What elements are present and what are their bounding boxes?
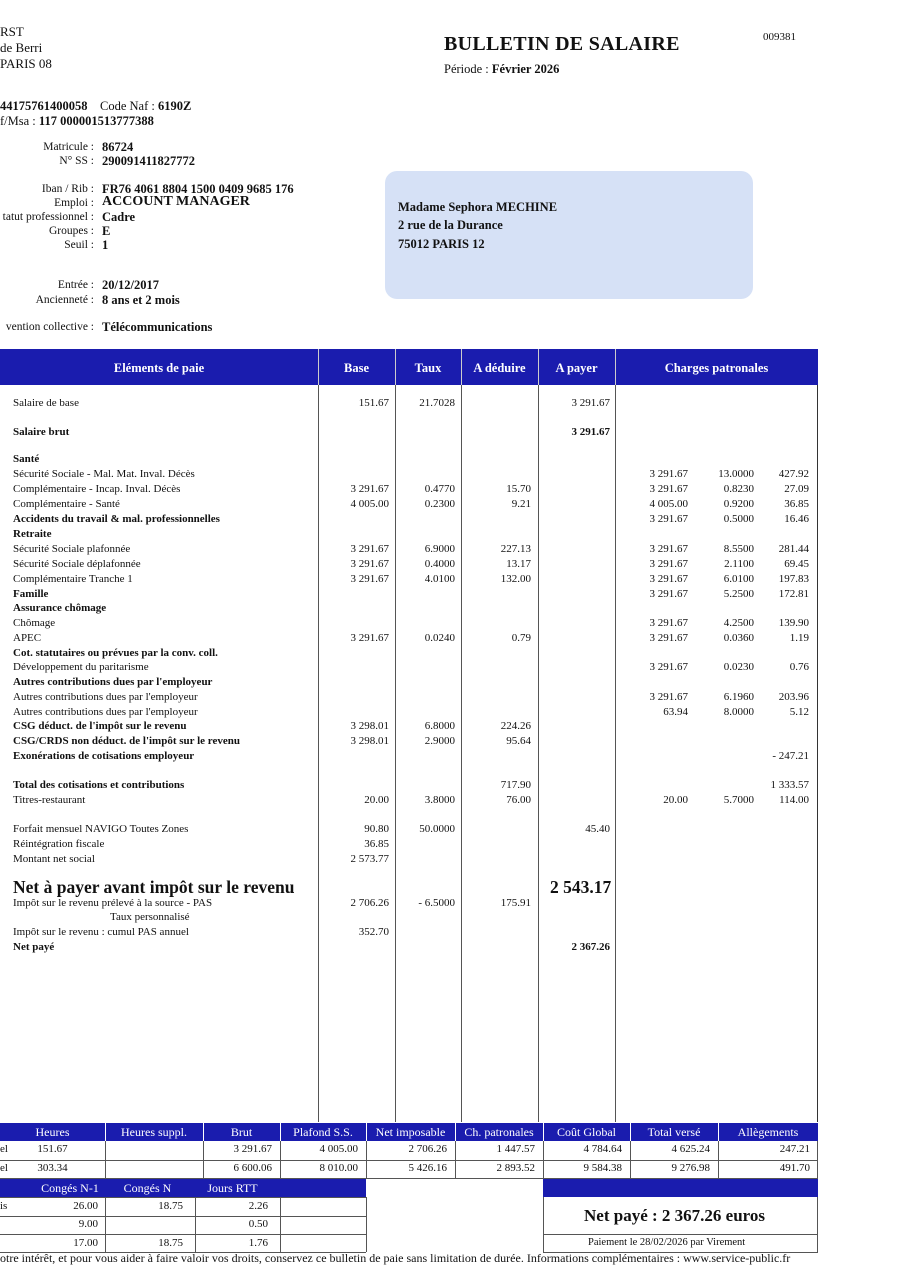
conges-header-filler	[543, 1179, 818, 1197]
period-value: Février 2026	[491, 62, 560, 76]
matricule-value: 86724	[102, 140, 134, 154]
header-divider	[395, 349, 396, 385]
cell-ded: 227.13	[500, 543, 531, 555]
cell-pm: 27.09	[784, 483, 809, 495]
cell-base: 3 291.67	[350, 543, 389, 555]
cell-base: 151.67	[358, 397, 389, 409]
pay-row	[0, 720, 818, 734]
cell-pr: 13.0000	[718, 468, 754, 480]
recipient-name: Madame Sephora MECHINE	[398, 200, 558, 214]
pay-row	[0, 558, 818, 572]
cell-name: Assurance chômage	[13, 602, 107, 614]
cell-pb: 4 005.00	[649, 498, 688, 510]
cell-pm: 16.46	[784, 513, 809, 525]
cell-pay: 3 291.67	[571, 426, 610, 438]
summary-col-line	[366, 1141, 367, 1178]
cell-name: Famille	[13, 588, 49, 600]
cell-pr: 0.0230	[723, 661, 754, 673]
pay-row	[0, 911, 818, 925]
summary-cell: 5 426.16	[408, 1162, 447, 1174]
cell-taux: 3.8000	[424, 794, 455, 806]
conges-cell: 18.75	[158, 1200, 183, 1212]
conges-cell: 2.26	[248, 1200, 268, 1212]
cell-pb: 3 291.67	[649, 558, 688, 570]
footer-note: otre intérêt, et pour vous aider à faire valoir vos droits, conservez ce bulletin de paie sans limitation de durée. Informations complémentaires : www.service-public.fr	[0, 1251, 791, 1265]
cell-pb: 3 291.67	[649, 588, 688, 600]
summary-header-divider	[280, 1123, 281, 1141]
ss-row	[0, 154, 196, 169]
cell-pr: 0.5000	[723, 513, 754, 525]
summary-row-line	[0, 1160, 818, 1161]
ss-value: 290091411827772	[102, 154, 196, 168]
cell-name: Titres-restaurant	[13, 794, 86, 806]
cell-pb: 3 291.67	[649, 513, 688, 525]
entree-row	[0, 278, 159, 293]
iban-row	[0, 182, 294, 197]
cell-pb: 63.94	[663, 706, 688, 718]
cell-pm: 139.90	[778, 617, 809, 629]
summary-col-header: Net imposable	[375, 1125, 446, 1139]
cell-pm: 114.00	[779, 794, 809, 806]
document-title: BULLETIN DE SALAIRE	[444, 33, 680, 55]
pay-row	[0, 897, 818, 911]
summary-cell: 2 706.26	[408, 1143, 447, 1155]
cell-ded: 15.70	[506, 483, 531, 495]
cell-ded: 132.00	[500, 573, 531, 585]
cell-taux: 0.4770	[424, 483, 455, 495]
cell-pb: 3 291.67	[649, 483, 688, 495]
pay-row	[0, 691, 818, 705]
cell-base: 2 573.77	[350, 853, 389, 865]
pay-row	[0, 647, 818, 661]
summary-cell: 303.34	[37, 1162, 68, 1174]
summary-row-label: el	[0, 1143, 8, 1155]
cell-name: Complémentaire - Incap. Inval. Décès	[13, 483, 181, 495]
net-avant-impot-value: 2 543.17	[550, 877, 612, 897]
cell-pm: 427.92	[778, 468, 809, 480]
cell-name: Accidents du travail & mal. professionnelles	[13, 513, 220, 525]
cell-taux: - 6.5000	[418, 897, 455, 909]
cell-pr: 8.5500	[723, 543, 754, 555]
cell-taux: 0.4000	[424, 558, 455, 570]
conges-col-header: Congés N	[123, 1181, 172, 1195]
anciennete-value: 8 ans et 2 mois	[102, 293, 180, 307]
cell-name: Complémentaire Tranche 1	[13, 573, 133, 585]
cell-base: 3 291.67	[350, 483, 389, 495]
summary-cell: 2 893.52	[496, 1162, 535, 1174]
cell-taux: 4.0100	[424, 573, 455, 585]
summary-cell: 9 584.38	[583, 1162, 622, 1174]
summary-header-divider	[630, 1123, 631, 1141]
groupes-label: Groupes :	[48, 225, 94, 237]
employer-block	[0, 24, 52, 72]
pay-row	[0, 706, 818, 720]
cell-name: Salaire brut	[13, 426, 70, 438]
summary-cell: 3 291.67	[233, 1143, 272, 1155]
netpaye-box-line	[543, 1234, 818, 1235]
emploi-value: ACCOUNT MANAGER	[102, 194, 250, 209]
cell-pr: 2.1100	[724, 558, 754, 570]
conges-cell: 26.00	[73, 1200, 98, 1212]
cell-name: Autres contributions dues par l'employeur	[13, 691, 198, 703]
cell-pm: 172.81	[778, 588, 809, 600]
pay-row	[0, 543, 818, 557]
cell-name: Chômage	[13, 617, 56, 629]
summary-cell: 6 600.06	[233, 1162, 272, 1174]
pay-row	[0, 676, 818, 690]
seuil-row	[0, 238, 109, 253]
cell-taux: 0.2300	[424, 498, 455, 510]
iban-value: FR76 4061 8804 1500 0409 9685 176	[102, 182, 294, 196]
naf-label: Code Naf :	[100, 99, 155, 113]
summary-col-line	[105, 1141, 106, 1178]
summary-cell: 1 447.57	[496, 1143, 535, 1155]
summary-header-divider	[203, 1123, 204, 1141]
cell-name: Net payé	[13, 941, 55, 953]
net-paye-total: Net payé : 2 367.26 euros	[584, 1206, 765, 1225]
conges-col-header: Congés N-1	[41, 1181, 99, 1195]
cell-taux: 2.9000	[424, 735, 455, 747]
cell-pb: 3 291.67	[649, 617, 688, 629]
cell-base: 3 298.01	[350, 720, 389, 732]
conges-cell: 17.00	[73, 1237, 98, 1249]
cell-pb: 3 291.67	[649, 661, 688, 673]
cell-name: Développement du paritarisme	[13, 661, 149, 673]
document-number: 009381	[763, 31, 796, 43]
pay-row	[0, 426, 818, 440]
header-divider	[461, 349, 462, 385]
cell-name: Montant net social	[13, 853, 95, 865]
recipient-address	[385, 171, 753, 299]
summary-cell: 247.21	[779, 1143, 810, 1155]
statut-label: tatut professionnel :	[2, 211, 94, 223]
pay-table-header	[0, 349, 818, 385]
employer-name: RST	[0, 24, 24, 39]
cell-base: 352.70	[358, 926, 389, 938]
employer-street: de Berri	[0, 40, 43, 55]
summary-cell: 491.70	[779, 1162, 810, 1174]
summary-cell: 8 010.00	[319, 1162, 358, 1174]
ss-label: N° SS :	[59, 155, 94, 167]
cell-name: Autres contributions dues par l'employeur	[13, 706, 198, 718]
cell-name: Impôt sur le revenu prélevé à la source - PAS	[13, 897, 213, 909]
net-avant-impot-label: Net à payer avant impôt sur le revenu	[13, 877, 295, 897]
summary-header-divider	[105, 1123, 106, 1141]
cell-name: Total des cotisations et contributions	[13, 779, 185, 791]
anciennete-row	[0, 293, 180, 308]
cell-ded: 95.64	[506, 735, 531, 747]
summary-header-divider	[366, 1123, 367, 1141]
pay-row	[0, 941, 818, 955]
emploi-label: Emploi :	[54, 197, 94, 209]
seuil-value: 1	[102, 238, 109, 252]
cell-name: Sécurité Sociale déplafonnée	[13, 558, 141, 570]
cell-name: Exonérations de cotisations employeur	[13, 750, 195, 762]
cell-name: CSG/CRDS non déduct. de l'impôt sur le revenu	[13, 735, 240, 747]
pay-row	[0, 528, 818, 542]
pay-row	[0, 794, 818, 808]
cell-pm: - 247.21	[772, 750, 809, 762]
summary-col-line	[280, 1141, 281, 1178]
entree-label: Entrée :	[57, 279, 94, 291]
pay-row	[0, 588, 818, 602]
groupes-value: E	[102, 224, 111, 238]
conges-row-line	[0, 1197, 366, 1198]
summary-header-divider	[455, 1123, 456, 1141]
conges-col-header: Jours RTT	[207, 1181, 258, 1195]
cell-taux: 50.0000	[419, 823, 455, 835]
pay-row	[0, 468, 818, 482]
groupes-row	[0, 224, 111, 239]
cell-ded: 717.90	[500, 779, 531, 791]
cell-pb: 3 291.67	[649, 543, 688, 555]
summary-header	[0, 1123, 818, 1141]
cell-name: Sécurité Sociale - Mal. Mat. Inval. Décès	[13, 468, 195, 480]
summary-cell: 4 005.00	[319, 1143, 358, 1155]
col-elements: Eléments de paie	[113, 361, 205, 375]
pay-row	[0, 823, 818, 837]
cell-pr: 0.9200	[723, 498, 754, 510]
cell-base: 90.80	[364, 823, 389, 835]
cell-pr: 4.2500	[723, 617, 754, 629]
summary-col-header: Plafond S.S.	[293, 1125, 353, 1139]
summary-row-label: el	[0, 1162, 8, 1174]
conges-col-line	[105, 1197, 106, 1252]
cell-pm: 36.85	[784, 498, 809, 510]
summary-col-line	[455, 1141, 456, 1178]
cell-pr: 5.7000	[723, 794, 754, 806]
conges-col-line	[280, 1197, 281, 1252]
pay-row	[0, 632, 818, 646]
conges-cell: 9.00	[78, 1218, 98, 1230]
cell-ded: 13.17	[506, 558, 531, 570]
cell-pb: 3 291.67	[649, 691, 688, 703]
header-divider	[615, 349, 616, 385]
cell-pb: 3 291.67	[649, 468, 688, 480]
header-divider	[318, 349, 319, 385]
convention-value: Télécommunications	[102, 320, 213, 334]
conges-row-line	[0, 1216, 366, 1217]
cell-ded: 0.79	[511, 632, 531, 644]
summary-col-line	[718, 1141, 719, 1178]
col-taux: Taux	[414, 361, 442, 375]
summary-col-header: Brut	[230, 1125, 253, 1139]
pay-row	[0, 838, 818, 852]
conges-cell: 0.50	[248, 1218, 268, 1230]
pay-row	[0, 735, 818, 749]
convention-row	[0, 320, 213, 335]
iban-label: Iban / Rib :	[41, 183, 94, 195]
summary-col-line	[203, 1141, 204, 1178]
summary-col-header: Coût Global	[557, 1125, 616, 1139]
cell-taux: 6.9000	[424, 543, 455, 555]
cell-name: Complémentaire - Santé	[13, 498, 120, 510]
cell-pr: 6.1960	[723, 691, 754, 703]
matricule-row	[0, 140, 134, 155]
cell-base: 3 291.67	[350, 558, 389, 570]
cell-pm: 197.83	[778, 573, 809, 585]
pay-row	[0, 498, 818, 512]
col-deduire: A déduire	[473, 361, 526, 375]
summary-header-divider	[543, 1123, 544, 1141]
summary-cell: 4 625.24	[671, 1143, 710, 1155]
cell-ded: 76.00	[506, 794, 531, 806]
urssaf-value: 117 000001513777388	[38, 114, 154, 128]
summary-col-header: Total versé	[647, 1125, 701, 1139]
conges-row-line	[0, 1234, 366, 1235]
company-ids	[0, 99, 191, 129]
summary-col-header: Heures	[35, 1125, 70, 1139]
conges-header	[0, 1179, 366, 1197]
cell-pr: 0.8230	[723, 483, 754, 495]
summary-col-line	[630, 1141, 631, 1178]
period-label: Période :	[444, 62, 489, 76]
cell-name: Taux personnalisé	[110, 911, 190, 923]
pay-row	[0, 483, 818, 497]
pay-row	[0, 513, 818, 527]
cell-pm: 0.76	[789, 661, 809, 673]
emploi-row	[0, 194, 250, 211]
cell-pm: 1 333.57	[770, 779, 809, 791]
cell-taux: 6.8000	[424, 720, 455, 732]
cell-name: Santé	[13, 453, 40, 465]
conges-col-line	[366, 1197, 367, 1252]
summary-cell: 9 276.98	[671, 1162, 710, 1174]
cell-pay: 45.40	[585, 823, 610, 835]
cell-pay: 3 291.67	[571, 397, 610, 409]
col-payer: A payer	[555, 361, 598, 375]
statut-row	[0, 210, 136, 225]
pay-row	[0, 453, 818, 467]
cell-name: Salaire de base	[13, 397, 79, 409]
pay-row	[0, 661, 818, 675]
cell-base: 3 291.67	[350, 632, 389, 644]
cell-pb: 20.00	[663, 794, 688, 806]
cell-name: Forfait mensuel NAVIGO Toutes Zones	[13, 823, 189, 835]
recipient-street: 2 rue de la Durance	[398, 218, 503, 232]
conges-col-line	[817, 1197, 818, 1252]
summary-col-header: Ch. patronales	[464, 1125, 534, 1139]
cell-name: Impôt sur le revenu : cumul PAS annuel	[13, 926, 189, 938]
pay-row	[0, 602, 818, 616]
header-divider	[538, 349, 539, 385]
cell-ded: 175.91	[500, 897, 531, 909]
naf-value: 6190Z	[157, 99, 192, 113]
pay-row	[0, 750, 818, 764]
cell-base: 20.00	[364, 794, 389, 806]
cell-taux: 0.0240	[424, 632, 455, 644]
cell-base: 3 291.67	[350, 573, 389, 585]
summary-header-divider	[718, 1123, 719, 1141]
cell-pm: 5.12	[789, 706, 809, 718]
cell-ded: 224.26	[500, 720, 531, 732]
cell-pb: 3 291.67	[649, 573, 688, 585]
conges-row-label: is	[0, 1200, 8, 1212]
payment-info: Paiement le 28/02/2026 par Virement	[588, 1237, 746, 1248]
conges-col-line	[543, 1197, 544, 1252]
cell-pm: 281.44	[778, 543, 809, 555]
cell-base: 2 706.26	[350, 897, 389, 909]
cell-name: Autres contributions dues par l'employeur	[13, 676, 213, 688]
pay-row	[0, 926, 818, 940]
cell-name: Retraite	[13, 528, 52, 540]
cell-pr: 8.0000	[723, 706, 754, 718]
conges-col-line	[195, 1197, 196, 1252]
col-base: Base	[344, 361, 369, 375]
cell-base: 4 005.00	[350, 498, 389, 510]
convention-label: vention collective :	[5, 321, 94, 333]
recipient-city: 75012 PARIS 12	[398, 237, 485, 251]
seuil-label: Seuil :	[64, 239, 94, 251]
cell-pr: 0.0360	[723, 632, 754, 644]
urssaf-label: f/Msa :	[0, 114, 36, 128]
pay-row	[0, 397, 818, 411]
summary-col-line	[817, 1141, 818, 1178]
cell-pay: 2 367.26	[571, 941, 610, 953]
summary-col-header: Allègements	[737, 1125, 799, 1139]
cell-base: 36.85	[364, 838, 389, 850]
statut-value: Cadre	[102, 210, 136, 224]
cell-name: CSG déduct. de l'impôt sur le revenu	[13, 720, 187, 732]
pay-row	[0, 573, 818, 587]
cell-pm: 203.96	[778, 691, 809, 703]
conges-cell: 18.75	[158, 1237, 183, 1249]
cell-base: 3 298.01	[350, 735, 389, 747]
pay-row	[0, 617, 818, 631]
pay-row	[0, 779, 818, 793]
cell-name: Cot. statutaires ou prévues par la conv. coll.	[13, 647, 218, 659]
cell-name: APEC	[13, 632, 42, 644]
summary-cell: 151.67	[37, 1143, 68, 1155]
cell-pm: 69.45	[784, 558, 809, 570]
cell-pm: 1.19	[789, 632, 809, 644]
conges-cell: 1.76	[248, 1237, 268, 1249]
cell-ded: 9.21	[511, 498, 531, 510]
summary-col-header: Heures suppl.	[121, 1125, 187, 1139]
pay-row	[0, 853, 818, 867]
summary-cell: 4 784.64	[583, 1143, 622, 1155]
pay-period	[444, 62, 559, 77]
cell-taux: 21.7028	[419, 397, 455, 409]
cell-pr: 5.2500	[723, 588, 754, 600]
cell-name: Sécurité Sociale plafonnée	[13, 543, 131, 555]
cell-pr: 6.0100	[723, 573, 754, 585]
col-charges: Charges patronales	[664, 361, 769, 375]
anciennete-label: Ancienneté :	[35, 294, 94, 306]
entree-value: 20/12/2017	[102, 278, 159, 292]
summary-col-line	[543, 1141, 544, 1178]
cell-name: Réintégration fiscale	[13, 838, 105, 850]
employer-city: PARIS 08	[0, 56, 52, 71]
siret-value: 44175761400058	[0, 99, 88, 113]
cell-pb: 3 291.67	[649, 632, 688, 644]
matricule-label: Matricule :	[43, 141, 94, 153]
